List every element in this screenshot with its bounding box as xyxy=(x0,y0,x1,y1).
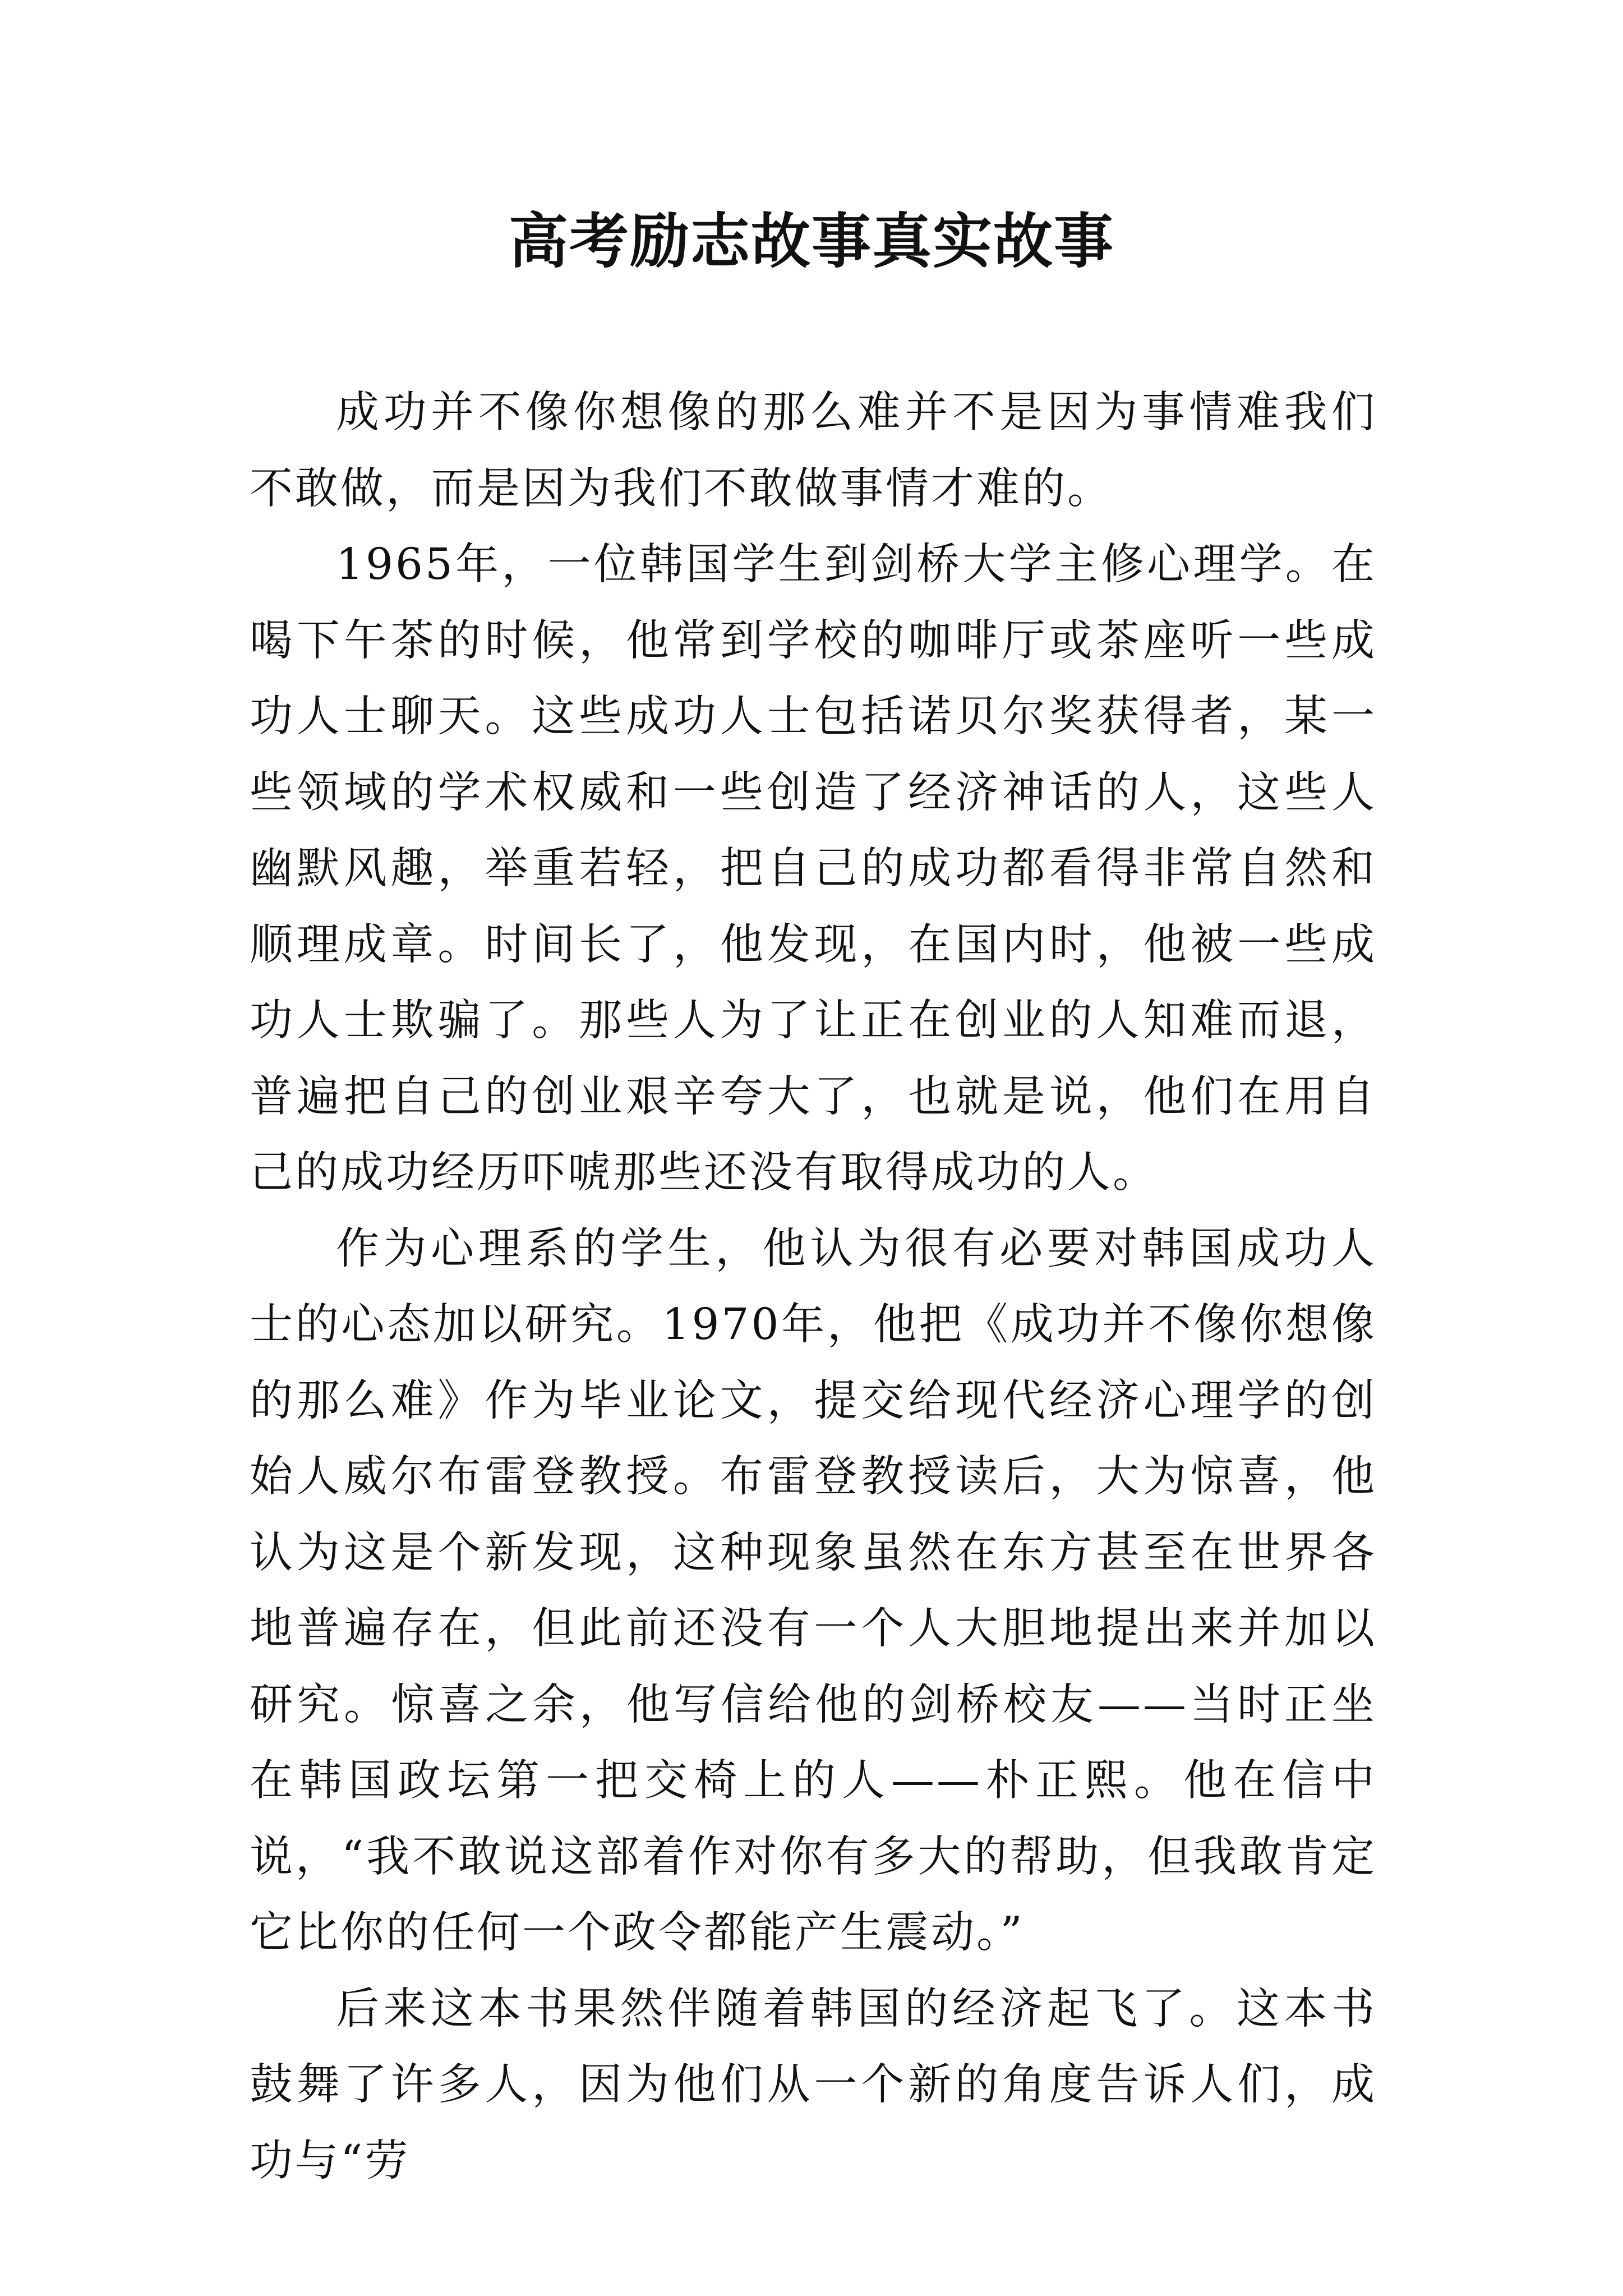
paragraph: 后来这本书果然伴随着韩国的经济起飞了。这本书鼓舞了许多人，因为他们从一个新的角度告诉人们，成功与“劳 xyxy=(250,1984,1377,2186)
paragraph: 1965年，一位韩国学生到剑桥大学主修心理学。在喝下午茶的时候，他常到学校的咖啡厅或茶座听一些成功人士聊天。这些成功人士包括诺贝尔奖获得者，某一些领域的学术权威和一些创造了经济神话的人，这些人幽默风趣，举重若轻，把自己的成功都看得非常自然和顺理成章。时间长了，他发现，在国内时，他被一些成功人士欺骗了。那些人为了让正在创业的人知难而退，普遍把自己的创业艰辛夸大了，也就是说，他们在用自己的成功经历吓唬那些还没有取得成功的人。 xyxy=(250,540,1377,1198)
document-body xyxy=(250,375,1377,2199)
document-title: 高考励志故事真实故事 xyxy=(509,206,1114,276)
paragraph: 成功并不像你想像的那么难并不是因为事情难我们不敢做，而是因为我们不敢做事情才难的。 xyxy=(250,388,1377,514)
paragraph: 作为心理系的学生，他认为很有必要对韩国成功人士的心态加以研究。1970年，他把《成功并不像你想像的那么难》作为毕业论文，提交给现代经济心理学的创始人威尔布雷登教授。布雷登教授读后，大为惊喜，他认为这是个新发现，这种现象虽然在东方甚至在世界各地普遍存在，但此前还没有一个人大胆地提出来并加以研究。惊喜之余，他写信给他的剑桥校友——当时正坐在韩国政坛第一把交椅上的人——朴正熙。他在信中说，“我不敢说这部着作对你有多大的帮助，但我敢肯定它比你的任何一个政令都能产生震动。” xyxy=(250,1223,1377,1958)
